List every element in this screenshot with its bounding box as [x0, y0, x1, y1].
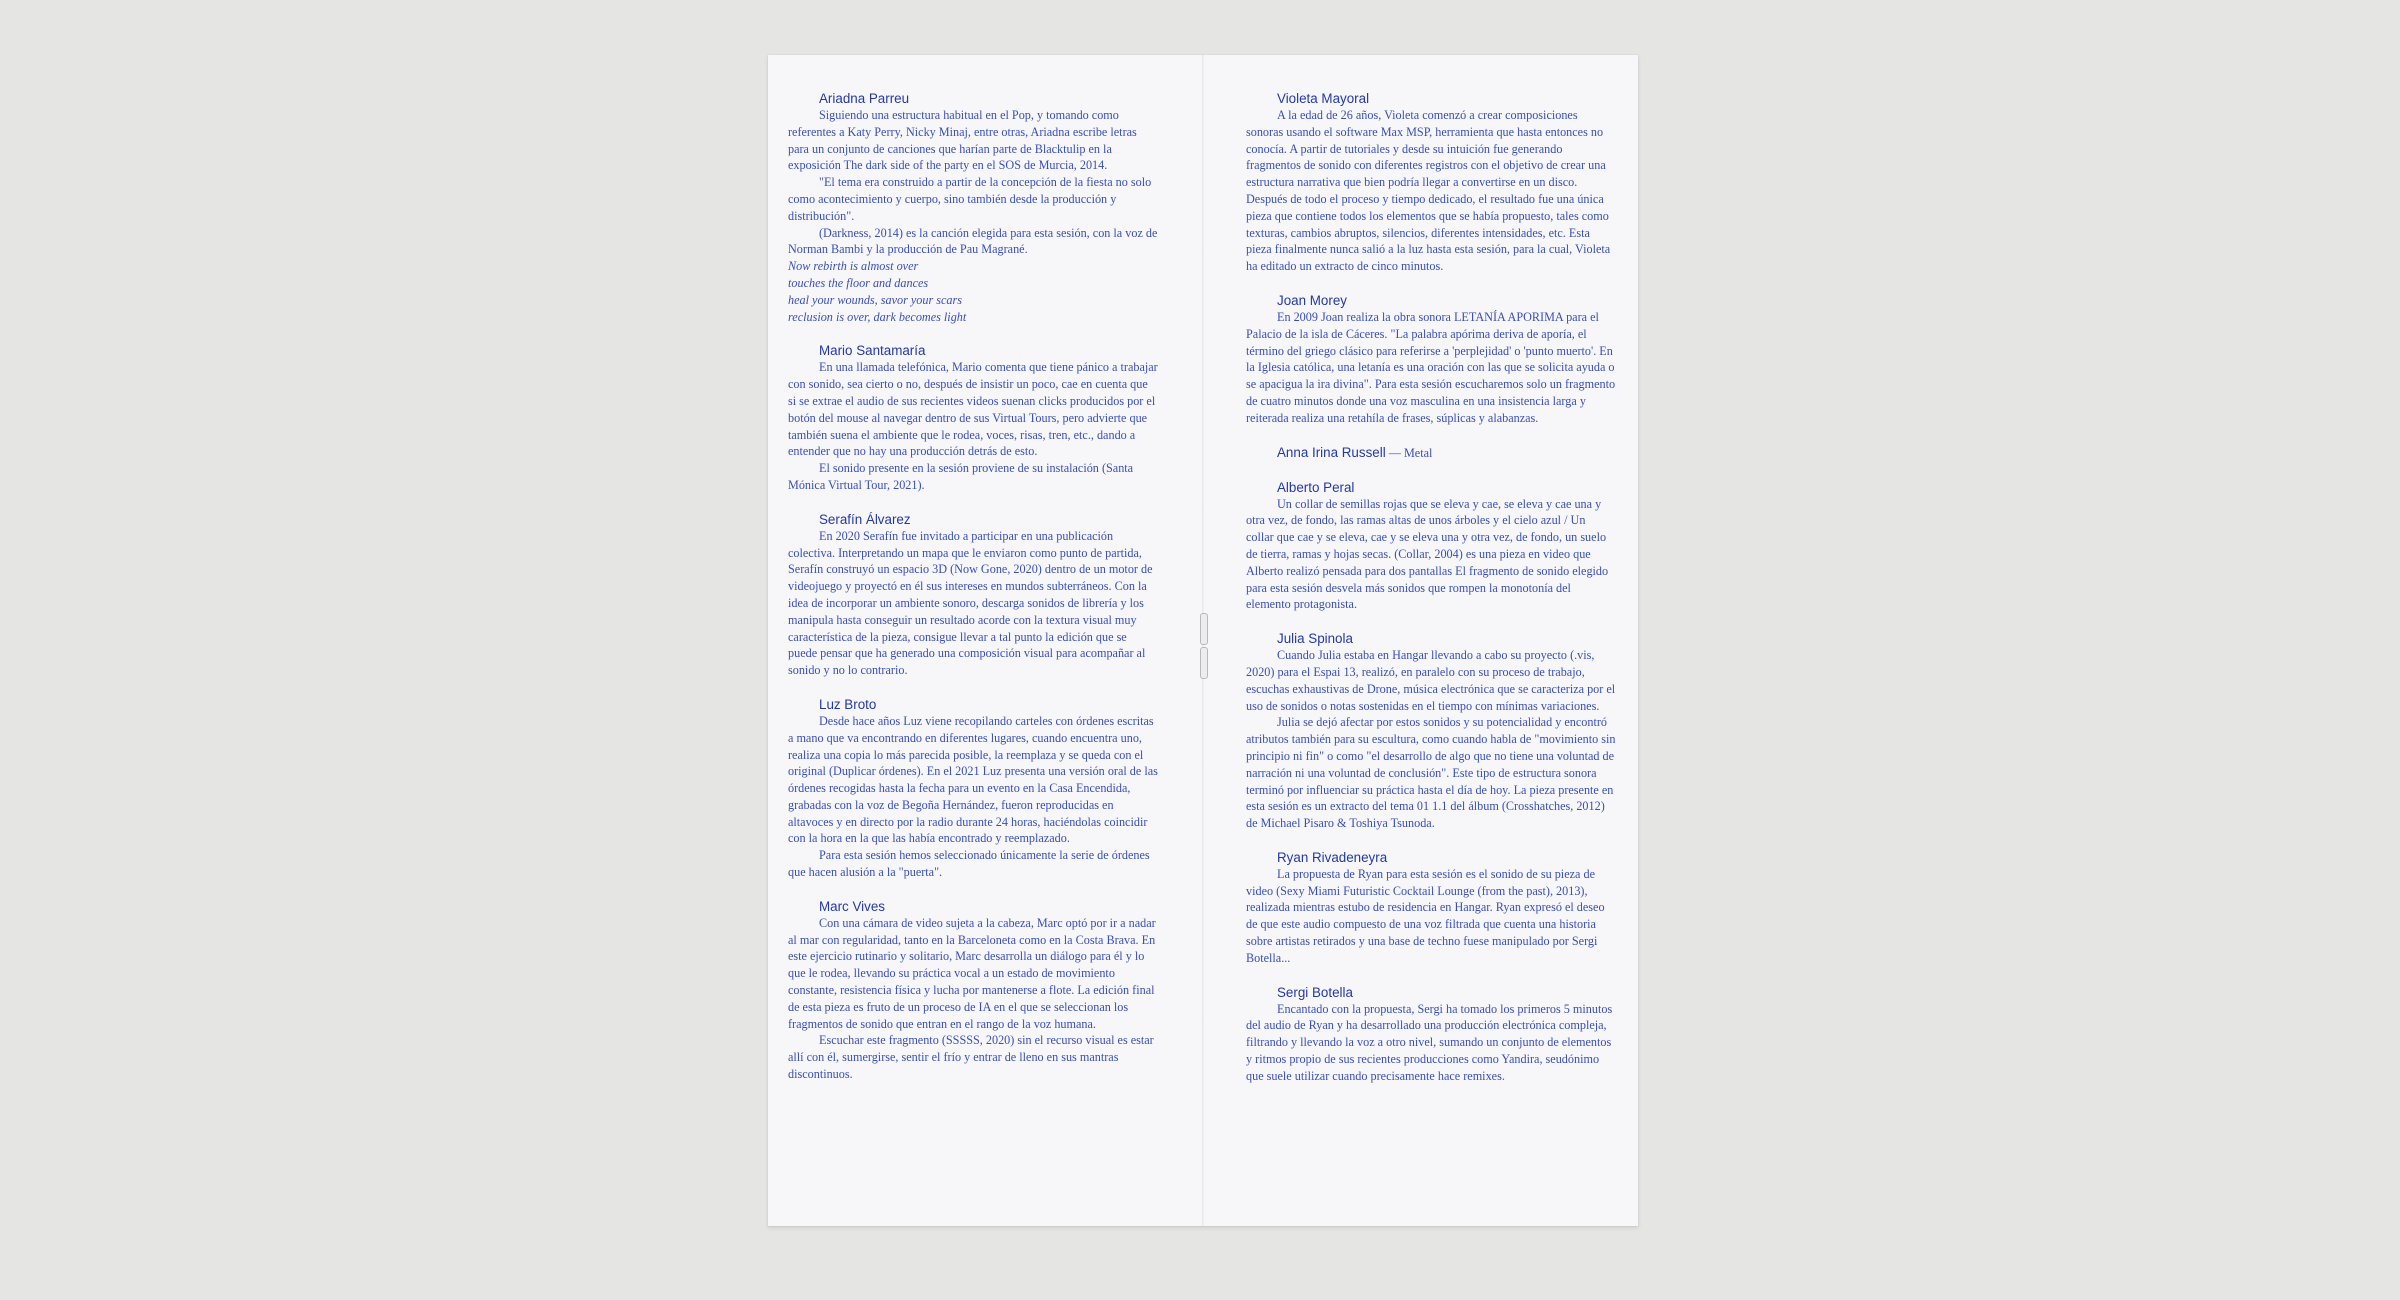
right-column	[1246, 90, 1616, 1102]
entry-paragraph: Escuchar este fragmento (SSSSS, 2020) sin el recurso visual es estar allí con él, sumergirse, sentir el frío y entrar de lleno en sus mantras discontinuos.	[788, 1033, 1154, 1082]
entry-paragraph: Siguiendo una estructura habitual en el Pop, y tomando como referentes a Katy Perry, Nicky Minaj, entre otras, Ariadna escribe letras para un conjunto de canciones que harían parte de Blacktulip en la exposición The dark side of the party en el SOS de Murcia, 2014.	[788, 108, 1137, 173]
artist-name: Mario Santamaría	[819, 343, 926, 359]
entry-paragraph: Para esta sesión hemos seleccionado únicamente la serie de órdenes que hacen alusión a la "puerta".	[788, 848, 1150, 880]
entry-marc-vives	[788, 898, 1158, 1083]
entry-luz-broto	[788, 696, 1158, 881]
entry-anna-irina-russell	[1246, 444, 1616, 462]
entry-paragraph: En 2020 Serafín fue invitado a participar en una publicación colectiva. Interpretando un mapa que le enviaron como punto de partida, Serafín construyó un espacio 3D (Now Gone, 2020) dentro de un motor de videojuego y proyectó en él sus intereses en mundos subterráneos. Con la idea de incorporar un ambiente sonoro, descarga sonidos de librería y los manipula hasta conseguir un resultado acorde con la textura visual muy característica de la pieza, consigue llevar a tal punto la edición que se puede pensar que ha generado una composición visual para acompañar al sonido y no lo contrario.	[788, 528, 1153, 678]
entry-paragraph: A la edad de 26 años, Violeta comenzó a crear composiciones sonoras usando el software Max MSP, herramienta que hasta entonces no conocía. A partir de tutoriales y desde su intuición fue generando fragmentos de sonido con diferentes registros con el objetivo de crear una estructura narrativa que bien podría llegar a convertirse en un disco. Después de todo el proceso y tiempo dedicado, el resultado fue una única pieza que contiene todos los elementos que se había propuesto, tales como texturas, cambios abruptos, silencios, diferentes intensidades, etc. Esta pieza finalmente nunca salió a la luz hasta esta sesión, para la cual, Violeta ha editado un extracto de cinco minutos.	[1246, 108, 1611, 274]
entry-paragraph: Un collar de semillas rojas que se eleva y cae, se eleva y cae una y otra vez, de fondo, las ramas altas de unos árboles y el cielo azul / Un collar que cae y se eleva, cae y se eleva una y otra vez, de fondo, un suelo de tierra, ramas y hojas secas. (Collar, 2004) es una pieza en video que Alberto realizó pensada para dos pantallas El fragmento de sonido elegido para esta sesión desvela más sonidos que rompen la monotonía del elemento protagonista.	[1246, 496, 1609, 612]
artist-name: Alberto Peral	[1277, 479, 1355, 495]
entry-paragraph: "El tema era construido a partir de la concepción de la fiesta no solo como acontecimiento y cuerpo, sino también desde la producción y distribución".	[788, 175, 1152, 223]
artist-name: Ariadna Parreu	[819, 91, 910, 106]
entry-paragraph: Cuando Julia estaba en Hangar llevando a cabo su proyecto (.vis, 2020) para el Espai 13, realizó, en paralelo con su proceso de trabajo, escuchas exhaustivas de Drone, música electrónica que se caracteriza por el uso de sonidos o notas sostenidas en el tiempo con mínimas variaciones.	[1246, 648, 1616, 713]
entry-paragraph: Encantado con la propuesta, Sergi ha tomado los primeros 5 minutos del audio de Ryan y ha desarrollado una producción electrónica compleja, filtrando y llevando la voz a otro nivel, sumando un conjunto de elementos y ritmos propio de sus recientes producciones como Yandira, seudónimo que suele utilizar cuando precisamente hace remixes.	[1246, 1001, 1613, 1083]
entry-paragraph: La propuesta de Ryan para esta sesión es el sonido de su pieza de video (Sexy Miami Futuristic Cocktail Lounge (from the past), 2013), realizada mientras estubo de residencia en Hangar. Ryan expresó el deseo de que este audio compuesto de una voz filtrada que cuenta una historia sobre artistas retirados y una base de techno fuese manipulado por Sergi Botella...	[1246, 866, 1605, 965]
artist-name: Sergi Botella	[1277, 984, 1353, 1000]
artist-name: Serafín Álvarez	[819, 511, 911, 527]
entry-ariadna-parreu	[788, 90, 1158, 325]
artist-name: Marc Vives	[819, 898, 885, 914]
entry-sergi-botella	[1246, 984, 1616, 1085]
entry-joan-morey	[1246, 292, 1616, 427]
lyric-line: heal your wounds, savor your scars	[788, 292, 963, 307]
lyric-line: reclusion is over, dark becomes light	[788, 309, 967, 324]
entry-paragraph: Con una cámara de video sujeta a la cabeza, Marc optó por ir a nadar al mar con regularidad, tanto en la Barceloneta como en la Costa Brava. En este ejercicio rutinario y solitario, Marc desarrolla un diálogo para él y lo que le rodea, llevando su práctica vocal a un estado de movimiento constante, resistencia física y lucha por mantenerse a flote. La edición final de esta pieza es fruto de un proceso de IA en el que se seleccionan los fragmentos de sonido que entran en el rango de la voz humana.	[788, 915, 1156, 1031]
entry-serafin-alvarez	[788, 511, 1158, 679]
left-column	[788, 90, 1158, 1100]
artist-name: Violeta Mayoral	[1277, 91, 1370, 106]
work-title: — Metal	[1385, 445, 1433, 460]
artist-name: Luz Broto	[819, 696, 877, 712]
artist-name	[1246, 444, 1616, 462]
entry-paragraph: Julia se dejó afectar por estos sonidos y su potencialidad y encontró atributos también para su escultura, como cuando habla de "movimiento sin principio ni fin" o como "el desarrollo de algo que no tiene una voluntad de narración ni una voluntad de conclusión". Este tipo de estructura sonora terminó por influenciar su práctica hasta el día de hoy. La pieza presente en esta sesión es un extracto del tema 01 1.1 del álbum (Crosshatches, 2012) de Michael Pisaro & Toshiya Tsunoda.	[1246, 715, 1616, 831]
artist-name-text: Anna Irina Russell	[1277, 444, 1386, 460]
entry-ryan-rivadeneyra	[1246, 849, 1616, 967]
lyrics-quote	[788, 258, 1158, 325]
artist-name: Julia Spinola	[1277, 631, 1353, 647]
artist-name: Ryan Rivadeneyra	[1277, 849, 1388, 865]
entry-alberto-peral	[1246, 479, 1616, 614]
printed-sheet	[768, 55, 1638, 1226]
entry-julia-spinola	[1246, 630, 1616, 832]
staple-bottom	[1200, 647, 1208, 679]
lyric-line: touches the floor and dances	[788, 275, 929, 290]
entry-paragraph: (Darkness, 2014) es la canción elegida para esta sesión, con la voz de Norman Bambi y la producción de Pau Magrané.	[788, 225, 1158, 257]
entry-paragraph: Desde hace años Luz viene recopilando carteles con órdenes escritas a mano que va encontrando en diferentes lugares, cuando encuentra uno, realiza una copia lo más parecida posible, la reemplaza y se queda con el original (Duplicar órdenes). En el 2021 Luz presenta una versión oral de las órdenes recogidas hasta la fecha para un evento en la Casa Encendida, grabadas con la voz de Begoña Hernández, fueron reproducidas en altavoces y en directo por la radio durante 24 horas, haciéndolas coincidir con la hora en la que las había encontrado y reemplazado.	[788, 713, 1158, 846]
lyric-line: Now rebirth is almost over	[788, 259, 919, 274]
entry-paragraph: El sonido presente en la sesión proviene de su instalación (Santa Mónica Virtual Tour, 2021).	[788, 461, 1134, 492]
entry-mario-santamaria	[788, 342, 1158, 493]
entry-paragraph: En una llamada telefónica, Mario comenta que tiene pánico a trabajar con sonido, sea cierto o no, después de insistir un poco, cae en cuenta que si se extrae el audio de sus recientes videos suenan clicks producidos por el botón del mouse al navegar dentro de sus Virtual Tours, pero advierte que también suena el ambiente que le rodea, voces, risas, tren, etc., dando a entender que no hay una producción detrás de esto.	[788, 360, 1158, 459]
artist-name: Joan Morey	[1277, 292, 1347, 308]
staple-top	[1200, 613, 1208, 645]
entry-violeta-mayoral	[1246, 90, 1616, 275]
entry-paragraph: En 2009 Joan realiza la obra sonora LETANÍA APORIMA para el Palacio de la isla de Cáceres. "La palabra apórima deriva de aporía, el término del griego clásico para referirse a 'perplejidad' o 'punto muerto'. En la Iglesia católica, una letanía es una oración con las que se solicita ayuda o se apacigua la ira divina". Para esta sesión escucharemos solo un fragmento de cuatro minutos donde una voz masculina en una insistencia larga y reiterada realiza una retahíla de frases, súplicas y alabanzas.	[1246, 309, 1616, 425]
